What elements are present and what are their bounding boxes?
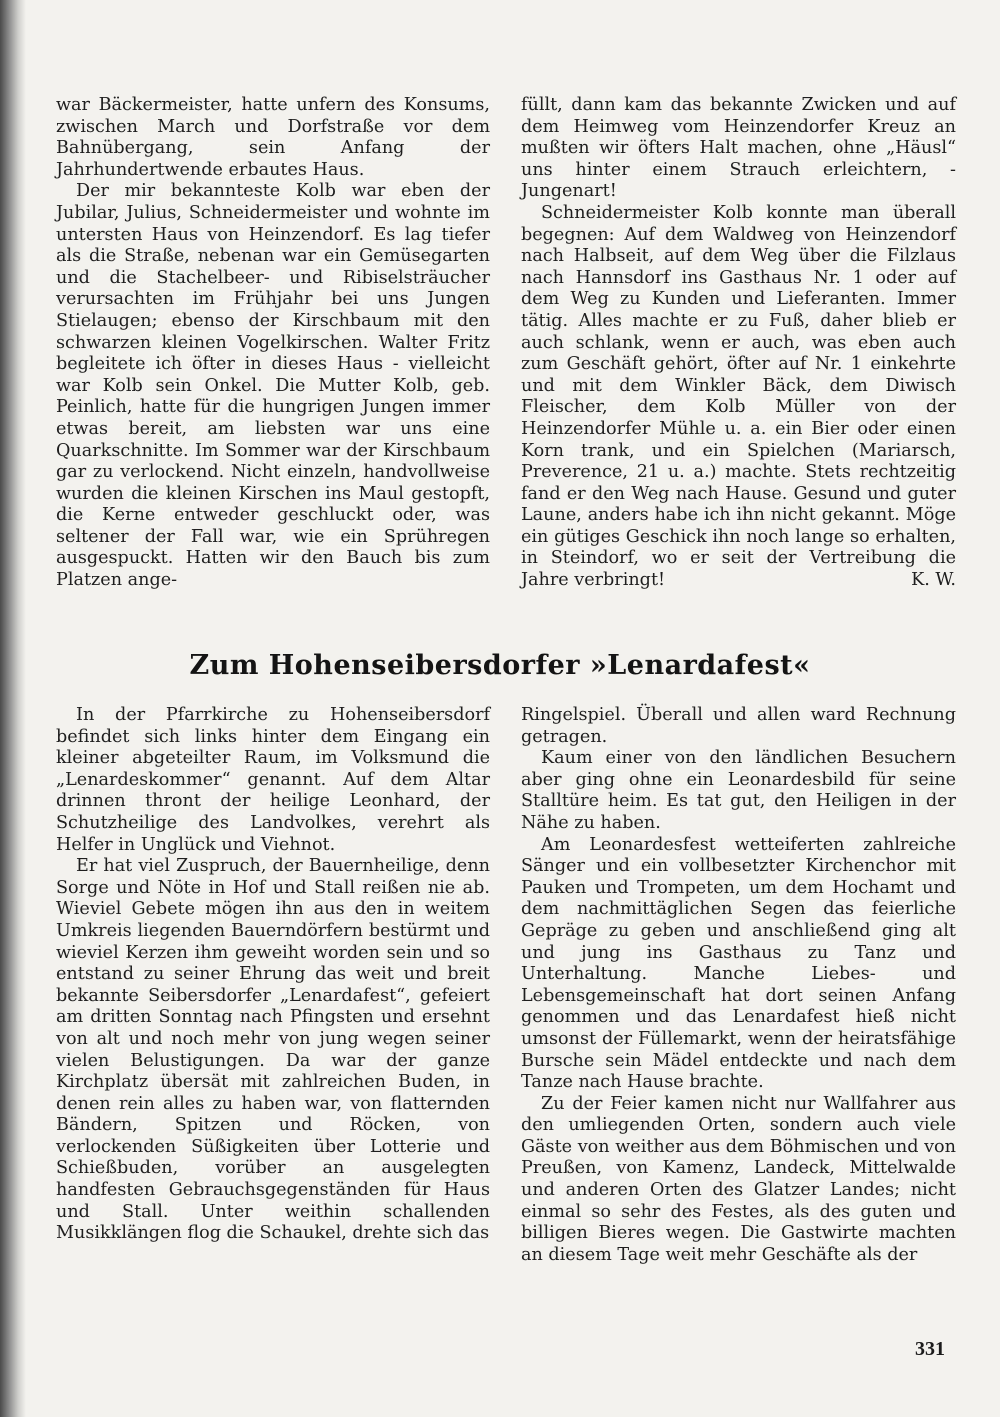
paragraph: Am Leonardesfest wetteiferten zahlreiche Sänger und ein vollbesetzter Kirchenchor mit Pauken und Trompeten, um dem Hochamt und dem nachmittäglichen Segen das feierliche Gepräge zu geben und anschließend ging alt und jung ins Gasthaus zu Tanz und Unterhaltung. Manche Liebes- und Lebensgemeinschaft hat dort seinen Anfang genommen und das Lenardafest hieß nicht umsonst der Füllemarkt, wenn der heiratsfähige Bursche sein Mädel entdeckte und nach dem Tanze nach Hause brachte. — [521, 834, 956, 1093]
page-number: 331 — [915, 1338, 945, 1360]
paragraph: füllt, dann kam das bekannte Zwicken und auf dem Heimweg vom Heinzendorfer Kreuz an mußten wir öfters Halt machen, ohne „Häusl“ uns hinter einem Strauch erleichtern, - Jungenart! — [521, 95, 956, 202]
author-signature: K. W. — [911, 570, 956, 591]
article-right-column — [521, 705, 956, 1266]
paragraph-text: Schneidermeister Kolb konnte man überall begegnen: Auf dem Waldweg von Heinzendorf nach Halbseit, auf dem Weg über die Filzlaus nach Hannsdorf ins Gasthaus Nr. 1 oder auf dem Weg zu Kunden und Lieferanten. Immer tätig. Alles machte er zu Fuß, daher blieb er auch schlank, wenn er auch, was eben auch zum Geschäft gehört, öfter auf Nr. 1 einkehrte und mit dem Winkler Bäck, dem Diwisch Fleischer, dem Kolb Müller von der Heinzendorfer Mühle u. a. ein Bier oder einen Korn trank, und ein Spielchen (Mariarsch, Preverence, 21 u. a.) machte. Stets rechtzeitig fand er den Weg nach Hause. Gesund und guter Laune, anders habe ich ihn nicht gekannt. Möge ein gütiges Geschick ihn noch lange so erhalten, in Steindorf, wo er seit der Vertreibung die Jahre verbringt! — [521, 202, 956, 591]
paragraph: Ringelspiel. Überall und allen ward Rechnung getragen. — [521, 705, 956, 747]
top-right-column — [521, 95, 956, 592]
top-left-column — [56, 95, 490, 592]
article-left-column — [56, 705, 490, 1245]
paragraph: Kaum einer von den ländlichen Besuchern aber ging ohne ein Leonardesbild für seine Stalltüre heim. Es tat gut, den Heiligen in der Nähe zu haben. — [521, 748, 956, 833]
paragraph: In der Pfarrkirche zu Hohenseibersdorf befindet sich links hinter dem Eingang ein kleiner abgeteilter Raum, im Volksmund die „Lenardeskommer“ genannt. Auf dem Altar drinnen thront der heilige Leonhard, der Schutzheilige des Landvolkes, verehrt als Helfer in Unglück und Viehnot. — [56, 705, 490, 855]
paragraph: Zu der Feier kamen nicht nur Wallfahrer aus den umliegenden Orten, sondern auch viele Gäste von weither aus dem Böhmischen und von Preußen, von Kamenz, Landeck, Mittelwalde und anderen Orten des Glatzer Landes; nicht einmal so sehr des Festes, als des guten und billigen Bieres wegen. Die Gastwirte machten an diesem Tage weit mehr Geschäfte als der — [521, 1093, 956, 1265]
paragraph: Der mir bekannteste Kolb war eben der Jubilar, Julius, Schneidermeister und wohnte im untersten Haus von Heinzendorf. Es lag tiefer als die Straße, nebenan war ein Gemüsegarten und die Stachelbeer- und Ribiselsträucher verursachten im Frühjahr bei uns Jungen Stielaugen; ebenso der Kirschbaum mit den schwarzen kleinen Vogelkirschen. Walter Fritz begleitete ich öfter in dieses Haus - vielleicht war Kolb sein Onkel. Die Mutter Kolb, geb. Peinlich, hatte für die hungrigen Jungen immer etwas bereit, am liebsten war uns eine Quarkschnitte. Im Sommer war der Kirschbaum gar zu verlockend. Nicht einzeln, handvollweise wurden die kleinen Kirschen ins Maul gestopft, die Kerne entweder geschluckt oder, was seltener der Fall war, wie ein Sprühregen ausgespuckt. Hatten wir den Bauch bis zum Platzen ange- — [56, 181, 490, 591]
page-spine-shadow — [0, 0, 26, 1417]
paragraph: Er hat viel Zuspruch, der Bauernheilige, denn Sorge und Nöte in Hof und Stall reißen nie ab. Wieviel Gebete mögen ihn aus den in weitem Umkreis liegenden Bauerndörfern bestürmt und wieviel Kerzen ihm geweiht worden sein und so entstand zu seiner Ehrung das weit und breit bekannte Seibersdorfer „Lenardafest“, gefeiert am dritten Sonntag nach Pfingsten und ersehnt von alt und noch mehr von jung wegen seiner vielen Belustigungen. Da war der ganze Kirchplatz übersät mit zahlreichen Buden, in denen rein alles zu haben war, von flatternden Bändern, Spitzen und Röcken, von verlockenden Süßigkeiten über Lotterie und Schießbuden, vorüber an ausgelegten handfesten Gebrauchsgegenständen für Haus und Stall. Unter weithin schallenden Musikklängen flog die Schaukel, drehte sich das — [56, 856, 490, 1244]
article-title: Zum Hohenseibersdorfer »Lenardafest« — [189, 650, 811, 681]
paragraph: war Bäckermeister, hatte unfern des Konsums, zwischen March und Dorfstraße vor dem Bahnübergang, sein Anfang der Jahrhundertwende erbautes Haus. — [56, 95, 490, 180]
closing-paragraph — [521, 203, 956, 592]
